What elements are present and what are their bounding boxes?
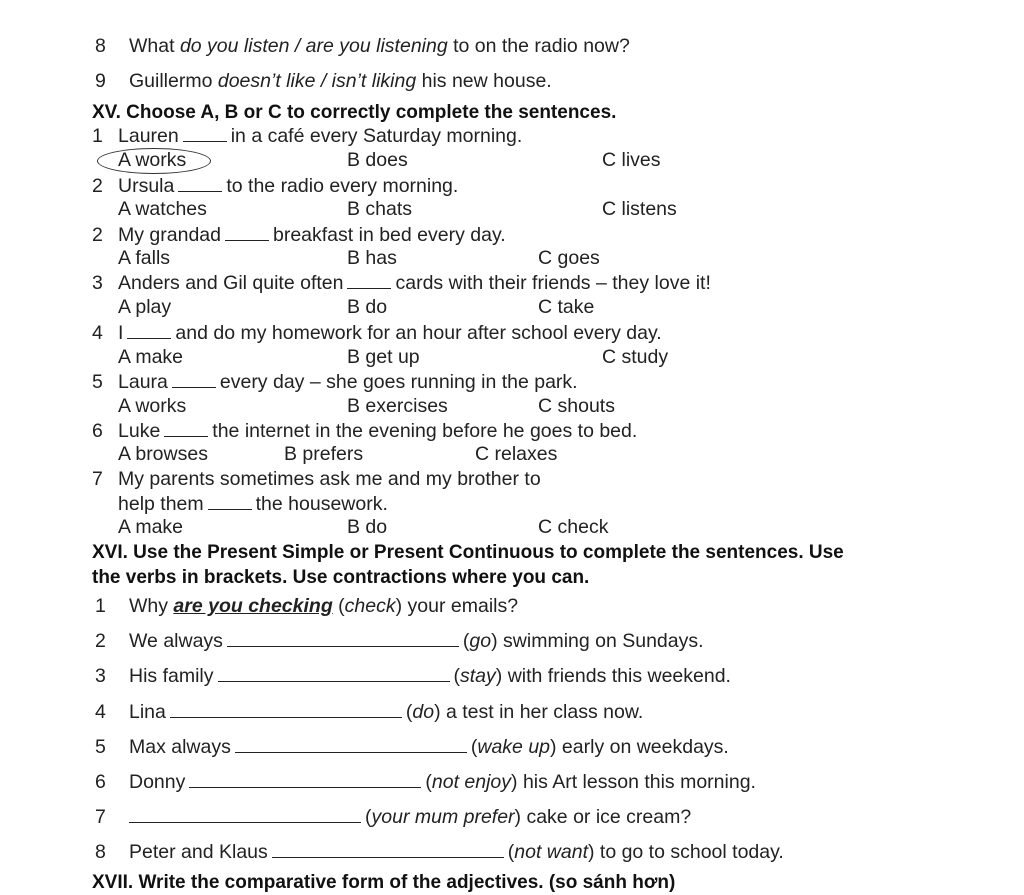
- item-text: What: [129, 35, 180, 57]
- question-text: I: [118, 322, 124, 344]
- answer-blank[interactable]: [127, 320, 171, 339]
- answer-blank[interactable]: [225, 222, 269, 241]
- option-b[interactable]: B do: [347, 296, 388, 318]
- item-number: 2: [95, 630, 106, 652]
- item-number: 9: [95, 70, 106, 92]
- item-number: 5: [95, 736, 106, 758]
- question-number: 4: [92, 322, 103, 344]
- item-text-end: ) cake or ice cream?: [514, 806, 692, 828]
- item-text: Guillermo: [129, 70, 218, 92]
- mc-question: [0, 173, 1024, 199]
- answer-blank[interactable]: [227, 628, 459, 647]
- answer-blank[interactable]: [170, 699, 402, 718]
- item-number: 8: [95, 841, 106, 863]
- verb-hint: your mum prefer: [371, 806, 515, 828]
- option-a[interactable]: A make: [118, 346, 184, 368]
- mc-question: [0, 270, 1024, 296]
- mc-question: [0, 466, 1024, 492]
- verb-hint: do: [412, 701, 435, 723]
- answer-blank[interactable]: [178, 173, 222, 192]
- option-b[interactable]: B do: [347, 516, 388, 538]
- paren-open: (: [338, 595, 345, 617]
- paren-close: ): [395, 595, 403, 617]
- question-text-end: every day – she goes running in the park.: [219, 371, 578, 393]
- option-b[interactable]: B has: [347, 247, 397, 269]
- item-text-end: ) swimming on Sundays.: [491, 630, 704, 652]
- fill-item: [0, 663, 1024, 689]
- option-b[interactable]: B prefers: [284, 443, 364, 465]
- question-number: 2: [92, 175, 103, 197]
- mc-question-continued: [0, 491, 1024, 517]
- option-c[interactable]: C goes: [538, 247, 600, 269]
- option-a[interactable]: A works: [118, 395, 187, 417]
- verb-hint: go: [469, 630, 492, 652]
- question-text-end: cards with their friends – they love it!: [395, 272, 711, 294]
- fill-item: [0, 628, 1024, 654]
- question-text-end: to the radio every morning.: [226, 175, 459, 197]
- option-a[interactable]: A play: [118, 296, 172, 318]
- question-number: 6: [92, 420, 103, 442]
- option-c[interactable]: C take: [538, 296, 595, 318]
- item-choice: do you listen / are you listening: [179, 35, 448, 57]
- answer-blank[interactable]: [235, 734, 467, 753]
- item-text-end: ) with friends this weekend.: [495, 665, 731, 687]
- item-text: Why: [129, 595, 168, 617]
- question-number: 2: [92, 224, 103, 246]
- option-a[interactable]: A watches: [118, 198, 207, 220]
- item-text: Max always: [129, 736, 231, 758]
- paren-open: (: [365, 806, 372, 828]
- item-text-end: ) to go to school today.: [587, 841, 784, 863]
- item-choice: doesn’t like / isn’t liking: [217, 70, 417, 92]
- paren-open: (: [425, 771, 432, 793]
- item-text-end: to on the radio now?: [447, 35, 630, 57]
- question-text: Lauren: [118, 125, 179, 147]
- question-text: help them: [118, 493, 204, 515]
- question-text: My grandad: [118, 224, 221, 246]
- item-text: Donny: [129, 771, 186, 793]
- option-a[interactable]: A falls: [118, 247, 171, 269]
- question-text: Luke: [118, 420, 161, 442]
- question-number: 7: [92, 468, 103, 490]
- answer-blank[interactable]: [189, 769, 421, 788]
- item-number: 7: [95, 806, 106, 828]
- section-16-heading: XVI. Use the Present Simple or Present Continuous to complete the sentences. Use: [92, 542, 844, 563]
- option-a[interactable]: A browses: [118, 443, 208, 465]
- item-text-end: ) early on weekdays.: [550, 736, 729, 758]
- fill-item: [0, 804, 1024, 830]
- answer-blank[interactable]: [172, 369, 216, 388]
- question-text: My parents sometimes ask me and my brother to: [118, 468, 541, 490]
- question-text-end: in a café every Saturday morning.: [230, 125, 523, 147]
- option-c[interactable]: C shouts: [538, 395, 615, 417]
- item-number: 1: [95, 595, 106, 617]
- mc-question: [0, 123, 1024, 149]
- paren-open: (: [462, 630, 470, 652]
- answer-blank[interactable]: [129, 804, 361, 823]
- option-c[interactable]: C study: [602, 346, 669, 368]
- top-item-8: [0, 33, 1024, 59]
- verb-hint: check: [344, 595, 396, 617]
- section-17-heading: XVII. Write the comparative form of the adjectives. (so sánh hơn): [92, 872, 676, 893]
- section-16-heading-line2: the verbs in brackets. Use contractions where you can.: [92, 567, 590, 588]
- question-text-end: and do my homework for an hour after school every day.: [175, 322, 662, 344]
- option-b[interactable]: B get up: [347, 346, 420, 368]
- option-c[interactable]: C check: [538, 516, 609, 538]
- paren-open: (: [405, 701, 413, 723]
- verb-hint: not want: [514, 841, 588, 863]
- answer-blank[interactable]: [272, 839, 504, 858]
- answer-blank[interactable]: [347, 270, 391, 289]
- verb-hint: wake up: [477, 736, 551, 758]
- item-text-end: his new house.: [416, 70, 552, 92]
- example-answer: are you checking: [173, 595, 333, 617]
- verb-hint: stay: [460, 665, 496, 687]
- answer-blank[interactable]: [218, 663, 450, 682]
- top-item-9: [0, 68, 1024, 94]
- option-b[interactable]: B chats: [347, 198, 413, 220]
- item-text: Lina: [129, 701, 166, 723]
- question-number: 3: [92, 272, 103, 294]
- option-a[interactable]: A make: [118, 516, 184, 538]
- section-15-heading: XV. Choose A, B or C to correctly complete the sentences.: [92, 102, 617, 123]
- question-text-end: the internet in the evening before he goes to bed.: [212, 420, 638, 442]
- question-number: 5: [92, 371, 103, 393]
- example-item: [0, 593, 1024, 619]
- item-number: 4: [95, 701, 106, 723]
- fill-item: [0, 839, 1024, 865]
- fill-item: [0, 769, 1024, 795]
- fill-item: [0, 734, 1024, 760]
- item-text-end: ) a test in her class now.: [434, 701, 644, 723]
- item-number: 3: [95, 665, 106, 687]
- option-b[interactable]: B exercises: [347, 395, 448, 417]
- option-b[interactable]: B does: [347, 149, 408, 171]
- question-number: 1: [92, 125, 103, 147]
- item-text: We always: [129, 630, 223, 652]
- answer-blank[interactable]: [208, 491, 252, 510]
- paren-open: (: [470, 736, 478, 758]
- verb-hint: not enjoy: [431, 771, 512, 793]
- fill-item: [0, 699, 1024, 725]
- item-text: Peter and Klaus: [129, 841, 268, 863]
- question-text: Anders and Gil quite often: [118, 272, 344, 294]
- item-text-end: ) his Art lesson this morning.: [511, 771, 756, 793]
- option-c[interactable]: C relaxes: [475, 443, 558, 465]
- paren-open: (: [453, 665, 461, 687]
- option-c[interactable]: C lives: [602, 149, 661, 171]
- mc-question: [0, 418, 1024, 444]
- item-number: 6: [95, 771, 106, 793]
- item-number: 8: [95, 35, 106, 57]
- answer-blank[interactable]: [183, 123, 227, 142]
- item-text: His family: [129, 665, 214, 687]
- option-a[interactable]: A works: [118, 149, 187, 171]
- paren-open: (: [507, 841, 515, 863]
- mc-question: [0, 222, 1024, 248]
- question-text: Laura: [118, 371, 168, 393]
- item-text-end: your emails?: [407, 595, 519, 617]
- mc-question: [0, 369, 1024, 395]
- mc-question: [0, 320, 1024, 346]
- option-c[interactable]: C listens: [602, 198, 677, 220]
- question-text-end: the housework.: [255, 493, 388, 515]
- question-text-end: breakfast in bed every day.: [272, 224, 506, 246]
- answer-blank[interactable]: [164, 418, 208, 437]
- question-text: Ursula: [118, 175, 175, 197]
